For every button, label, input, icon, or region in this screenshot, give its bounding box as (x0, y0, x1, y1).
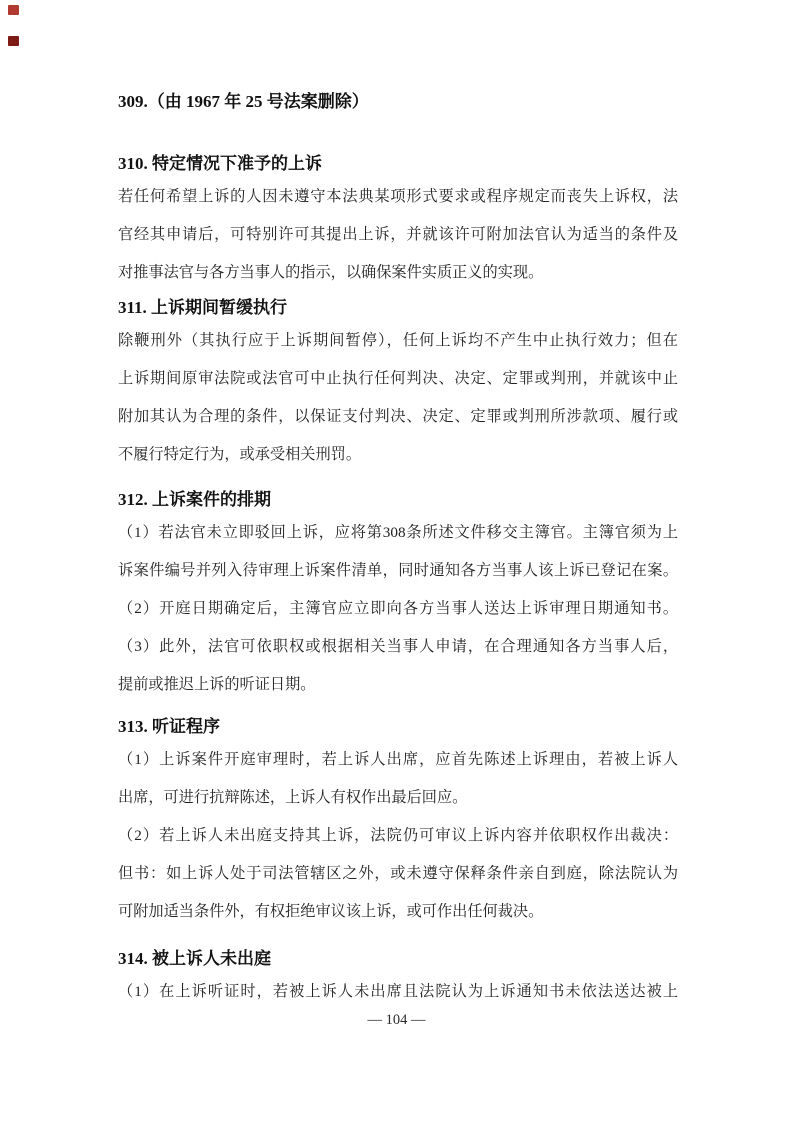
section-body (118, 973, 678, 1011)
body-line: 诉案件编号并列入待审理上诉案件清单，同时通知各方当事人该上诉已登记在案。 (118, 562, 678, 579)
body-line: （3）此外，法官可依职权或根据相关当事人申请，在合理通知各方当事人后， (118, 638, 678, 655)
body-line: 提前或推迟上诉的听证日期。 (118, 676, 316, 693)
body-line: 可附加适当条件外，有权拒绝审议该上诉，或可作出任何裁决。 (118, 903, 544, 920)
section-311 (118, 296, 678, 474)
section-heading: 311. 上诉期间暂缓执行 (118, 298, 288, 317)
body-line: （2）开庭日期确定后，主簿官应立即向各方当事人送达上诉审理日期通知书。 (118, 600, 678, 617)
section-body (118, 514, 678, 704)
body-line: 对推事法官与各方当事人的指示，以确保案件实质正义的实现。 (118, 264, 544, 281)
body-line: （1）若法官未立即驳回上诉，应将第308条所述文件移交主簿官。主簿官须为上 (118, 524, 678, 541)
section-309 (118, 90, 678, 114)
red-mark-icon (8, 36, 19, 46)
section-312 (118, 488, 678, 704)
section-body (118, 741, 678, 931)
body-line: 但书：如上诉人处于司法管辖区之外，或未遵守保释条件亲自到庭，除法院认为 (118, 865, 678, 882)
section-heading: 314. 被上诉人未出庭 (118, 949, 271, 968)
section-310 (118, 152, 678, 292)
body-line: （1）在上诉听证时，若被上诉人未出席且法院认为上诉通知书未依法送达被上 (118, 983, 678, 1000)
section-heading: 309.（由 1967 年 25 号法案删除） (118, 92, 369, 111)
red-mark-icon (8, 5, 19, 15)
page-content (118, 90, 678, 1011)
body-line: 若任何希望上诉的人因未遵守本法典某项形式要求或程序规定而丧失上诉权，法 (118, 188, 678, 205)
section-314 (118, 947, 678, 1011)
section-313 (118, 715, 678, 931)
body-line: 不履行特定行为，或承受相关刑罚。 (118, 446, 361, 463)
body-line: （1）上诉案件开庭审理时，若上诉人出席，应首先陈述上诉理由，若被上诉人 (118, 751, 678, 768)
body-line: 上诉期间原审法院或法官可中止执行任何判决、决定、定罪或判刑，并就该中止 (118, 370, 678, 387)
page-number: — 104 — (367, 1012, 426, 1028)
body-line: 出席，可进行抗辩陈述，上诉人有权作出最后回应。 (118, 789, 468, 806)
body-line: （2）若上诉人未出庭支持其上诉，法院仍可审议上诉内容并依职权作出裁决： (118, 827, 678, 844)
section-body (118, 178, 678, 292)
section-heading: 313. 听证程序 (118, 717, 220, 736)
section-body (118, 322, 678, 474)
body-line: 附加其认为合理的条件，以保证支付判决、决定、定罪或判刑所涉款项、履行或 (118, 408, 678, 425)
body-line: 除鞭刑外（其执行应于上诉期间暂停），任何上诉均不产生中止执行效力；但在 (118, 332, 678, 349)
section-heading: 312. 上诉案件的排期 (118, 490, 271, 509)
body-line: 官经其申请后，可特别许可其提出上诉，并就该许可附加法官认为适当的条件及 (118, 226, 678, 243)
section-heading: 310. 特定情况下准予的上诉 (118, 154, 322, 173)
